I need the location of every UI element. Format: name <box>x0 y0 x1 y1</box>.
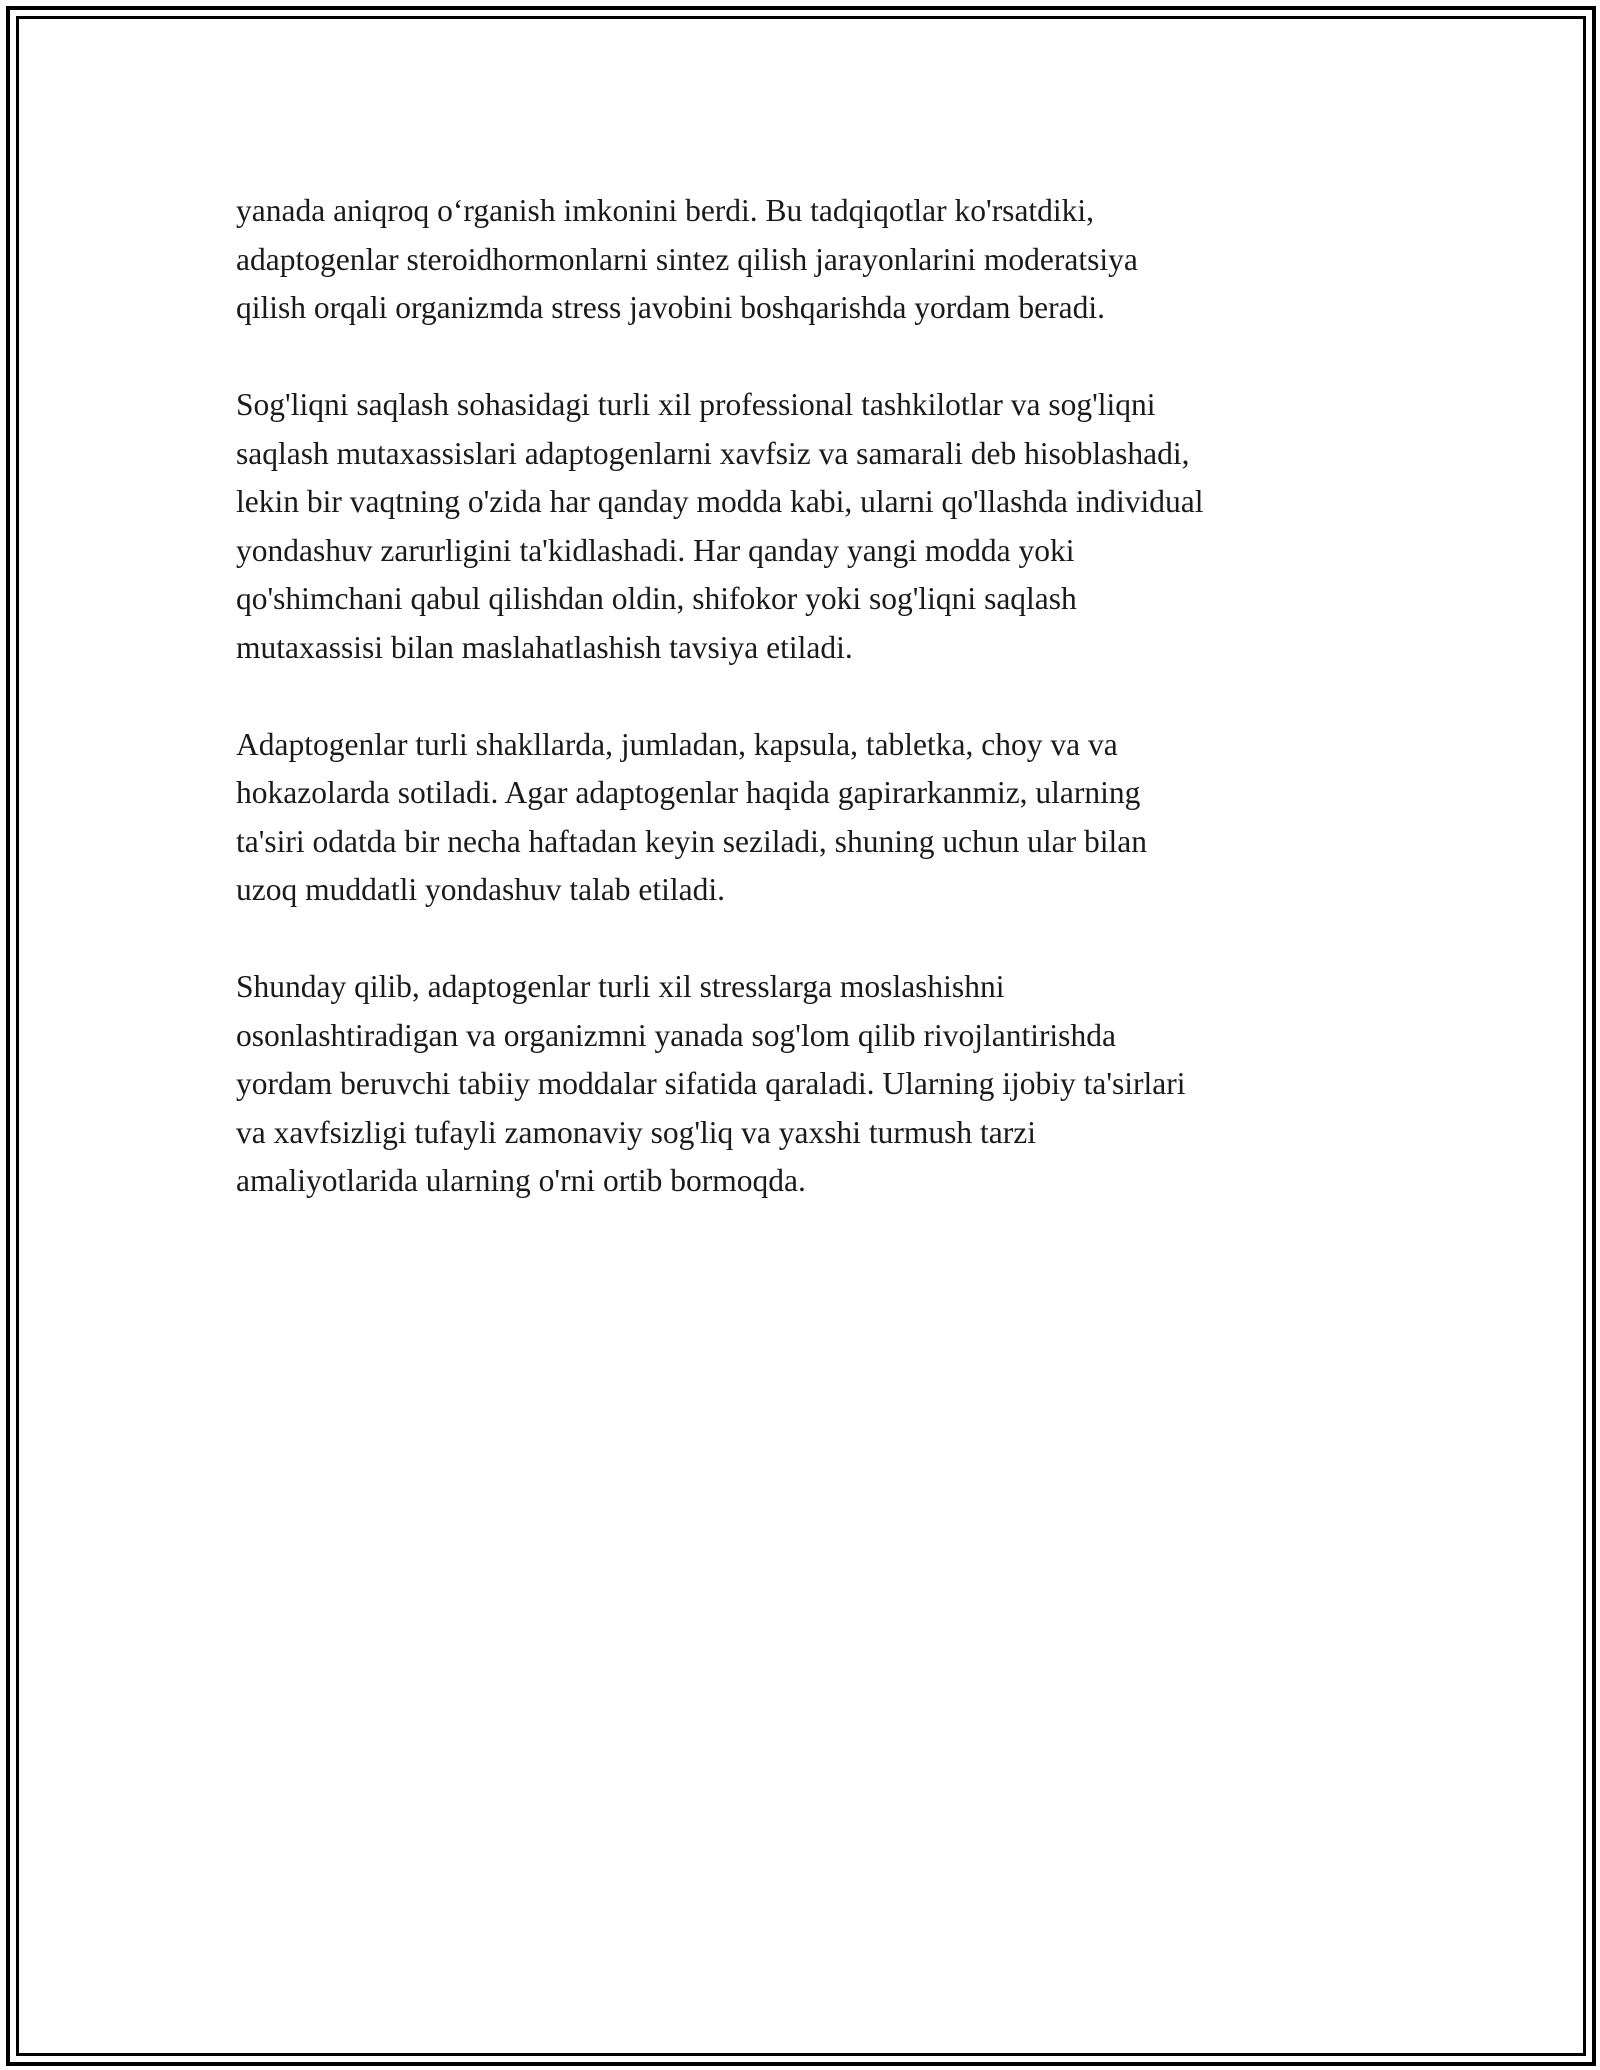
text-line: Shunday qilib, adaptogenlar turli xil stresslarga moslashishni <box>236 969 1005 1004</box>
text-line: amaliyotlarida ularning o'rni ortib bormoqda. <box>236 1163 806 1198</box>
text-line: va xavfsizligi tufayli zamonaviy sog'liq va yaxshi turmush tarzi <box>236 1114 1036 1150</box>
text-line: mutaxassisi bilan maslahatlashish tavsiya etiladi. <box>236 629 853 665</box>
text-line: ta'siri odatda bir necha haftadan keyin seziladi, shuning uchun ular bilan <box>236 823 1148 859</box>
paragraph-3 <box>236 721 1376 915</box>
text-line: uzoq muddatli yondashuv talab etiladi. <box>236 872 726 907</box>
text-line: yanada aniqroq o‘rganish imkonini berdi. Bu tadqiqotlar ko'rsatdiki, <box>236 193 1095 228</box>
text-line: lekin bir vaqtning o'zida har qanday modda kabi, ularni qo'llashda individual <box>236 484 1204 519</box>
paragraph-2 <box>236 381 1376 672</box>
paragraph-4 <box>236 963 1376 1206</box>
text-line: yondashuv zarurligini ta'kidlashadi. Har qanday yangi modda yoki <box>236 532 1075 568</box>
text-line: saqlash mutaxassislari adaptogenlarni xavfsiz va samarali deb hisoblashadi, <box>236 435 1190 471</box>
paragraph-1 <box>236 187 1376 333</box>
text-line: Sog'liqni saqlash sohasidagi turli xil professional tashkilotlar va sog'liqni <box>236 387 1156 422</box>
text-line: Adaptogenlar turli shakllarda, jumladan, kapsula, tabletka, choy va va <box>236 726 1118 762</box>
text-line: qilish orqali organizmda stress javobini boshqarishda yordam beradi. <box>236 290 1105 325</box>
text-line: yordam beruvchi tabiiy moddalar sifatida qaraladi. Ularning ijobiy ta'sirlari <box>236 1066 1186 1101</box>
text-line: osonlashtiradigan va organizmni yanada sog'lom qilib rivojlantirishda <box>236 1017 1116 1053</box>
document-body <box>236 187 1376 1254</box>
text-line: adaptogenlar steroidhormonlarni sintez qilish jarayonlarini moderatsiya <box>236 241 1138 277</box>
text-line: qo'shimchani qabul qilishdan oldin, shifokor yoki sog'liqni saqlash <box>236 581 1077 616</box>
text-line: hokazolarda sotiladi. Agar adaptogenlar haqida gapirarkanmiz, ularning <box>236 775 1141 810</box>
